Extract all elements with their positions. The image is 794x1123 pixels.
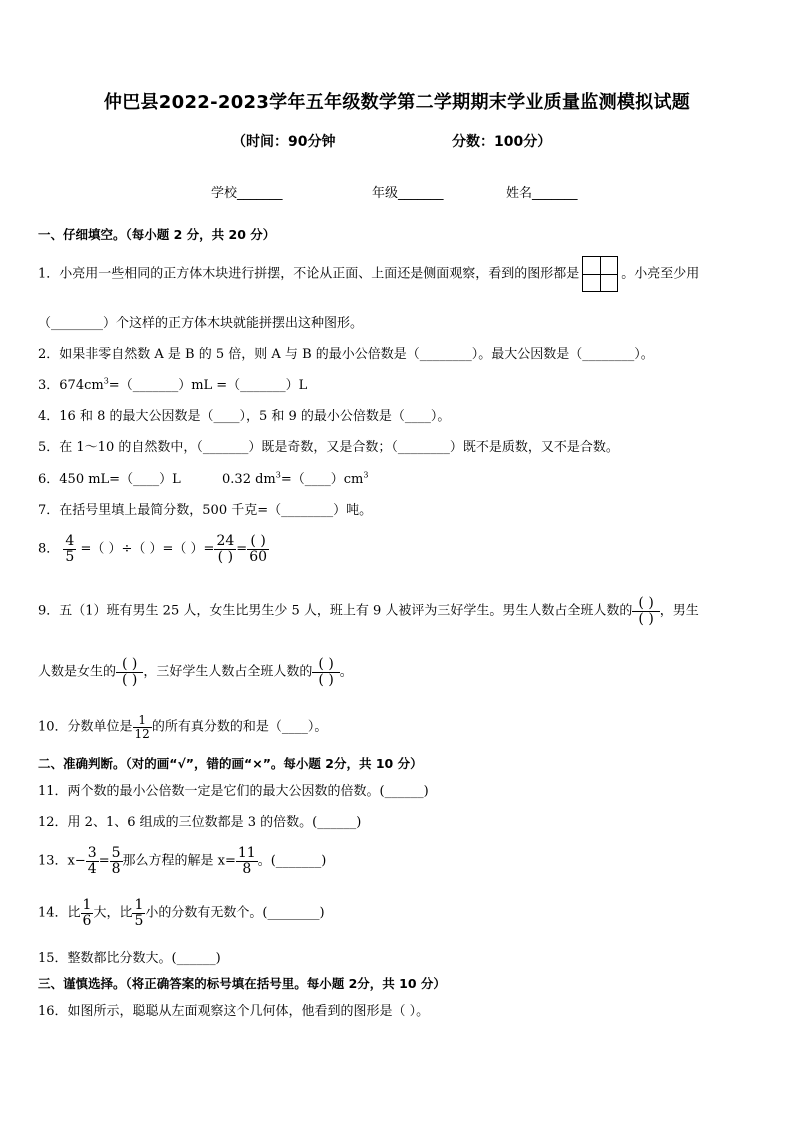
q9-text-e: 。 (339, 664, 353, 680)
q13-equals: = (98, 853, 110, 869)
q8-number: 8． (38, 541, 60, 557)
question-16: 16．如图所示，聪聪从左面观察这个几何体，他看到的图形是（ ）。 (38, 1004, 430, 1019)
q9-blank-fraction-2: $\frac{( )}{( )}$ (116, 657, 143, 687)
square-grid-icon (582, 256, 618, 292)
exam-score: 分数：100分） (452, 134, 552, 150)
q13-text-a: 13．x− (38, 853, 86, 869)
q14-text-b: 大，比 (93, 905, 133, 921)
q10-text-b: 的所有真分数的和是（____）。 (151, 719, 328, 735)
question-11: 11．两个数的最小公倍数一定是它们的最大公因数的倍数。(______) (38, 784, 429, 799)
q8-fraction-1: $\frac{4}{5}$ (65, 533, 75, 565)
q9-text-d: ，三好学生人数占全班人数的 (143, 664, 313, 680)
q14-fraction-2: $\frac{1}{5}$ (134, 897, 144, 929)
question-3: 3．$674cm^3=(\_\_\_\_\_\_\_)mL$ =（_______）L (38, 376, 308, 393)
section-2-heading: 二、准确判断。（对的画“√”，错的画“×”。每小题 2分，共 10 分） (38, 756, 423, 771)
question-8 (38, 534, 269, 564)
question-10 (38, 714, 327, 740)
question-12: 12．用 2、1、6 组成的三位数都是 3 的倍数。(______) (38, 815, 362, 830)
q8-fraction-2: $\frac{24}{( )}$ (216, 533, 235, 565)
name-field: 姓名_______ (506, 186, 578, 201)
q10-fraction: $\frac{1}{12}$ (134, 713, 150, 741)
question-4: 4．16 和 8 的最大公因数是（____），5 和 9 的最小公倍数是（____）。 (38, 409, 451, 424)
q9-text-a: 9．五（1）班有男生 25 人，女生比男生少 5 人，班上有 9 人被评为三好学生。男生人数占全班人数的 (38, 603, 633, 619)
q13-fraction-1: $\frac{3}{4}$ (87, 845, 97, 877)
q9-text-c: 人数是女生的 (38, 664, 117, 680)
q6-text-a: 6．450 mL=（____）L 0.32 dm (38, 472, 276, 487)
q6-text-b: =（____）cm (280, 472, 364, 487)
question-9-cont (38, 657, 353, 687)
question-6: 6．450 mL=（____）L 0.32 $dm^3=(\_\_\_\_)cm^3$ (38, 470, 369, 487)
q1-text-b: 。小亮至少用 (621, 266, 700, 282)
exam-time: （时间：90分钟 (232, 134, 336, 150)
question-2: 2．如果非零自然数 A 是 B 的 5 倍，则 A 与 B 的最小公倍数是（________）。最大公因数是（________）。 (38, 347, 654, 362)
q13-fraction-3: $\frac{11}{8}$ (237, 845, 256, 877)
q10-text-a: 10．分数单位是 (38, 719, 133, 735)
q1-text-c: （________）个这样的正方体木块就能拼摆出这种图形。 (38, 316, 364, 331)
section-1-heading: 一、仔细填空。（每小题 2 分，共 20 分） (38, 227, 276, 242)
q3-text-a: 3．674cm (38, 378, 104, 393)
q14-fraction-1: $\frac{1}{6}$ (82, 897, 92, 929)
question-9 (38, 596, 699, 626)
question-5: 5．在 1～10 的自然数中，（_______）既是奇数，又是合数；（________）既不是质数，又不是合数。 (38, 440, 619, 455)
q8-middle-text: =（ ）÷（ ）=（ ）= (80, 541, 215, 557)
q13-text-c: 。(_______) (257, 853, 327, 869)
q9-blank-fraction-1: $\frac{( )}{( )}$ (632, 596, 659, 626)
school-field: 学校_______ (211, 186, 283, 201)
section-3-heading: 三、谨慎选择。（将正确答案的标号填在括号里。每小题 2分，共 10 分） (38, 976, 446, 991)
q1-text-a: 1．小亮用一些相同的正方体木块进行拼摆，不论从正面、上面还是侧面观察，看到的图形都是 (38, 266, 580, 282)
grade-field: 年级_______ (372, 186, 444, 201)
question-13 (38, 846, 326, 876)
q14-text-a: 14．比 (38, 905, 81, 921)
question-7: 7．在括号里填上最简分数，500 千克=（________）吨。 (38, 503, 373, 518)
q8-equals: = (236, 541, 248, 557)
page-title: 仲巴县2022-2023学年五年级数学第二学期期末学业质量监测模拟试题 (103, 92, 691, 113)
q9-blank-fraction-3: $\frac{( )}{( )}$ (312, 657, 339, 687)
question-1 (38, 256, 699, 292)
q13-fraction-2: $\frac{5}{8}$ (111, 845, 121, 877)
q14-text-c: 小的分数有无数个。(________) (145, 905, 325, 921)
q9-text-b: ，男生 (659, 603, 699, 619)
question-14 (38, 898, 325, 928)
question-15: 15．整数都比分数大。(______) (38, 951, 221, 966)
q3-text-b: =（_______）mL =（_______）L (108, 378, 308, 393)
q8-fraction-3: $\frac{( )}{60}$ (249, 533, 268, 565)
q13-text-b: 那么方程的解是 x= (122, 853, 236, 869)
